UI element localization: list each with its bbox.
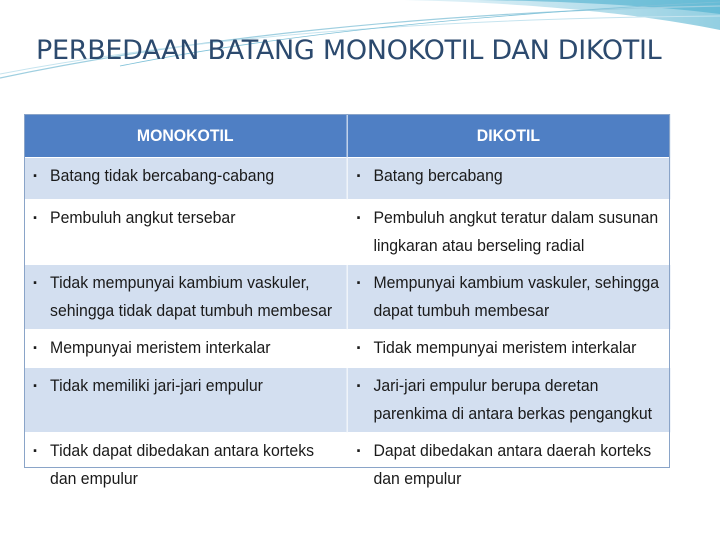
table-row bbox=[24, 200, 670, 265]
bullet-icon: ▪ bbox=[356, 212, 361, 224]
slide-title: PERBEDAAN BATANG MONOKOTIL DAN DIKOTIL bbox=[36, 35, 662, 66]
table-row bbox=[24, 330, 670, 368]
bullet-icon: ▪ bbox=[356, 445, 361, 457]
bullet-icon: ▪ bbox=[356, 342, 361, 354]
cell-text: Mempunyai kambium vaskuler, sehingga dapat tumbuh membesar bbox=[373, 273, 660, 320]
table-row bbox=[24, 265, 670, 330]
table-cell bbox=[24, 265, 347, 330]
column-header-dikotil: DIKOTIL bbox=[347, 114, 670, 158]
bullet-icon: ▪ bbox=[33, 212, 37, 224]
cell-text: Pembuluh angkut tersebar bbox=[50, 208, 236, 227]
table-cell bbox=[347, 330, 670, 368]
bullet-icon: ▪ bbox=[33, 277, 37, 289]
cell-text: Batang tidak bercabang-cabang bbox=[50, 166, 275, 185]
comparison-table bbox=[24, 114, 670, 497]
bullet-icon: ▪ bbox=[33, 170, 37, 182]
table-cell bbox=[24, 433, 347, 498]
cell-text: Tidak mempunyai meristem interkalar bbox=[373, 338, 637, 357]
table-cell bbox=[347, 265, 670, 330]
table-row bbox=[24, 368, 670, 433]
table-cell bbox=[24, 200, 347, 265]
table-cell bbox=[347, 368, 670, 433]
cell-text: Tidak memiliki jari-jari empulur bbox=[50, 376, 263, 395]
table-cell bbox=[24, 368, 347, 433]
cell-text: Batang bercabang bbox=[373, 166, 503, 185]
table-row bbox=[24, 158, 670, 200]
bullet-icon: ▪ bbox=[33, 342, 37, 354]
cell-text: Jari-jari empulur berupa deretan parenkima di antara berkas pengangkut bbox=[373, 376, 653, 423]
cell-text: Mempunyai meristem interkalar bbox=[50, 338, 271, 357]
column-header-monokotil: MONOKOTIL bbox=[24, 114, 347, 158]
table-cell bbox=[347, 433, 670, 498]
cell-text: Tidak dapat dibedakan antara korteks dan empulur bbox=[50, 441, 315, 488]
table-cell bbox=[347, 158, 670, 200]
bullet-icon: ▪ bbox=[356, 380, 361, 392]
cell-text: Pembuluh angkut teratur dalam susunan lingkaran atau berseling radial bbox=[373, 208, 659, 255]
bullet-icon: ▪ bbox=[33, 445, 37, 457]
cell-text: Tidak mempunyai kambium vaskuler, sehingga tidak dapat tumbuh membesar bbox=[50, 273, 333, 320]
bullet-icon: ▪ bbox=[33, 380, 37, 392]
bullet-icon: ▪ bbox=[356, 277, 361, 289]
bullet-icon: ▪ bbox=[356, 170, 361, 182]
table-cell bbox=[347, 200, 670, 265]
cell-text: Dapat dibedakan antara daerah korteks dan empulur bbox=[373, 441, 652, 488]
table-header-row bbox=[24, 114, 670, 158]
table-cell bbox=[24, 158, 347, 200]
table-cell bbox=[24, 330, 347, 368]
table-row bbox=[24, 433, 670, 498]
